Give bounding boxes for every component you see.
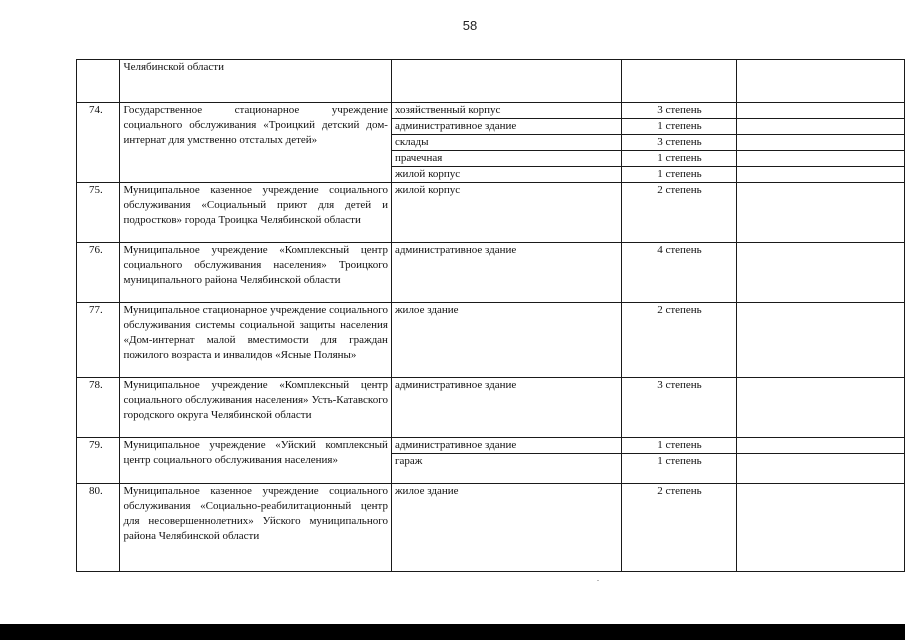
- row-number: 78.: [77, 378, 120, 438]
- empty-cell: [737, 151, 905, 167]
- institutions-table: [76, 59, 905, 572]
- building-name: жилое здание: [391, 484, 621, 572]
- building-name: административное здание: [391, 119, 621, 135]
- empty-cell: [737, 167, 905, 183]
- building-name: жилой корпус: [391, 167, 621, 183]
- table-row: [77, 103, 905, 119]
- row-number: 75.: [77, 183, 120, 243]
- building-name: административное здание: [391, 243, 621, 303]
- institution-name: Государственное стационарное учреждение социального обслуживания «Троицкий детский дом-интернат для умственно отсталых детей»: [120, 103, 392, 183]
- empty-cell: [737, 103, 905, 119]
- empty-cell: [737, 135, 905, 151]
- building-name: гараж: [391, 454, 621, 484]
- fire-resistance-degree: 3 степень: [622, 378, 737, 438]
- building-name: хозяйственный корпус: [391, 103, 621, 119]
- row-number: [77, 60, 120, 103]
- empty-cell: [737, 303, 905, 378]
- building-name: прачечная: [391, 151, 621, 167]
- empty-cell: [737, 378, 905, 438]
- building-name: [391, 60, 621, 103]
- building-name: жилой корпус: [391, 183, 621, 243]
- fire-resistance-degree: 1 степень: [622, 454, 737, 484]
- empty-cell: [737, 119, 905, 135]
- fire-resistance-degree: 2 степень: [622, 183, 737, 243]
- institution-name: Челябинской области: [120, 60, 392, 103]
- building-name: административное здание: [391, 378, 621, 438]
- fire-resistance-degree: 1 степень: [622, 151, 737, 167]
- row-number: 80.: [77, 484, 120, 572]
- institution-name: Муниципальное учреждение «Комплексный центр социального обслуживания населения» Троицкого муниципального района Челябинской области: [120, 243, 392, 303]
- building-name: склады: [391, 135, 621, 151]
- fire-resistance-degree: 1 степень: [622, 167, 737, 183]
- empty-cell: [737, 438, 905, 454]
- table-row: [77, 303, 905, 378]
- page-number: 58: [462, 18, 478, 33]
- table-row: [77, 243, 905, 303]
- fire-resistance-degree: 1 степень: [622, 119, 737, 135]
- empty-cell: [737, 183, 905, 243]
- scan-edge-bar: [0, 624, 905, 640]
- institution-name: Муниципальное учреждение «Комплексный центр социального обслуживания населения» Усть-Катавского городского округа Челябинской области: [120, 378, 392, 438]
- fire-resistance-degree: 2 степень: [622, 303, 737, 378]
- institution-name: Муниципальное казенное учреждение социального обслуживания «Социально-реабилитационный центр для несовершеннолетних» Уйского муниципального района Челябинской области: [120, 484, 392, 572]
- institution-name: Муниципальное учреждение «Уйский комплексный центр социального обслуживания населения»: [120, 438, 392, 484]
- row-number: 79.: [77, 438, 120, 484]
- fire-resistance-degree: 4 степень: [622, 243, 737, 303]
- institution-name: Муниципальное стационарное учреждение социального обслуживания системы социальной защиты населения «Дом-интернат малой вместимости для граждан пожилого возраста и инвалидов «Ясные Поляны»: [120, 303, 392, 378]
- row-number: 74.: [77, 103, 120, 183]
- fire-resistance-degree: [622, 60, 737, 103]
- fire-resistance-degree: 3 степень: [622, 135, 737, 151]
- building-name: жилое здание: [391, 303, 621, 378]
- fire-resistance-degree: 1 степень: [622, 438, 737, 454]
- institution-name: Муниципальное казенное учреждение социального обслуживания «Социальный приют для детей и подростков» города Троицка Челябинской области: [120, 183, 392, 243]
- row-number: 77.: [77, 303, 120, 378]
- table-row: [77, 484, 905, 572]
- table-row: [77, 60, 905, 103]
- empty-cell: [737, 454, 905, 484]
- building-name: административное здание: [391, 438, 621, 454]
- fire-resistance-degree: 3 степень: [622, 103, 737, 119]
- empty-cell: [737, 243, 905, 303]
- fire-resistance-degree: 2 степень: [622, 484, 737, 572]
- empty-cell: [737, 60, 905, 103]
- table-row: [77, 183, 905, 243]
- empty-cell: [737, 484, 905, 572]
- row-number: 76.: [77, 243, 120, 303]
- table-row: [77, 438, 905, 454]
- table-row: [77, 378, 905, 438]
- scan-speck: [597, 580, 599, 581]
